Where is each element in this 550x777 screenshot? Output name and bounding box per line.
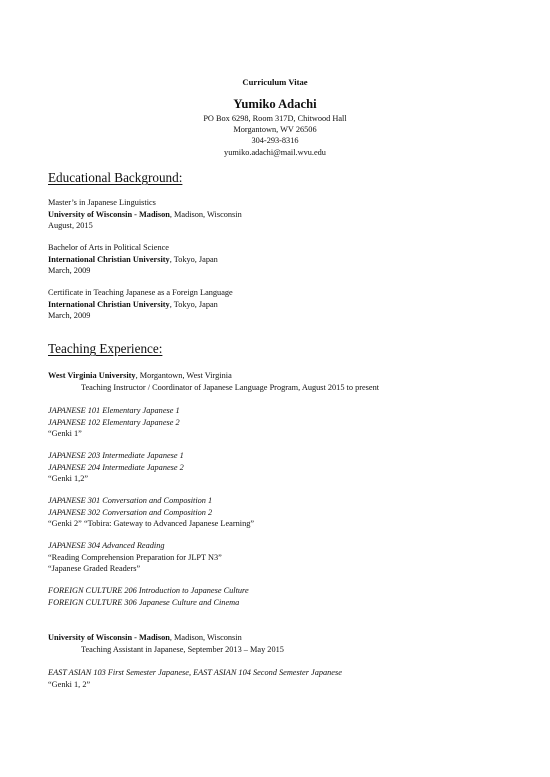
course: EAST ASIAN 103 First Semester Japanese, EAST ASIAN 104 Second Semester Japanese: [48, 668, 342, 677]
email-address: yumiko.adachi@mail.wvu.edu: [224, 147, 326, 157]
wvu-header: [48, 370, 379, 393]
course: JAPANESE 302 Conversation and Composition 2: [48, 507, 213, 517]
course-group: [48, 450, 184, 485]
address-line-1: PO Box 6298, Room 317D, Chitwood Hall: [203, 114, 347, 123]
contact-info: [0, 113, 550, 158]
textbook: “Genki 1”: [48, 429, 82, 439]
course: JAPANESE 204 Intermediate Japanese 2: [48, 462, 184, 472]
course: JAPANESE 101 Elementary Japanese 1: [48, 406, 180, 415]
location: , Tokyo, Japan: [169, 299, 218, 309]
institution: University of Wisconsin - Madison: [48, 209, 170, 219]
course: JAPANESE 304 Advanced Reading: [48, 541, 165, 550]
textbook: “Genki 2” “Tobira: Gateway to Advanced Japanese Learning”: [48, 519, 255, 529]
course: FOREIGN CULTURE 306 Japanese Culture and Cinema: [48, 597, 240, 607]
course-group: [48, 405, 180, 440]
role: Teaching Instructor / Coordinator of Japanese Language Program, August 2015 to present: [81, 382, 380, 392]
education-entry: [48, 242, 218, 277]
textbook: “Genki 1,2”: [48, 474, 89, 484]
location: , Madison, Wisconsin: [169, 633, 242, 642]
date: August, 2015: [48, 221, 93, 231]
teaching-heading: Teaching Experience:: [48, 341, 163, 356]
location: , Tokyo, Japan: [169, 254, 218, 264]
course: JAPANESE 203 Intermediate Japanese 1: [48, 451, 184, 460]
address-line-2: Morgantown, WV 26506: [233, 125, 317, 135]
role: Teaching Assistant in Japanese, September 2013 – May 2015: [81, 644, 284, 654]
course-group: [48, 540, 222, 575]
education-heading: Educational Background:: [48, 170, 183, 185]
date: March, 2009: [48, 266, 91, 276]
course: JAPANESE 102 Elementary Japanese 2: [48, 417, 180, 427]
person-name: Yumiko Adachi: [233, 97, 317, 111]
course: JAPANESE 301 Conversation and Composition 1: [48, 496, 213, 505]
institution: West Virginia University: [48, 371, 136, 380]
location: , Morgantown, West Virginia: [135, 371, 232, 380]
institution: International Christian University: [48, 299, 170, 309]
course-group: [48, 495, 254, 530]
textbook: “Japanese Graded Readers”: [48, 564, 141, 574]
uw-header: [48, 632, 284, 655]
degree: Certificate in Teaching Japanese as a Foreign Language: [48, 288, 233, 297]
course-group: [48, 667, 342, 690]
textbook: “Reading Comprehension Preparation for JLPT N3”: [48, 552, 222, 562]
course-group: [48, 585, 249, 608]
cv-title: Curriculum Vitae: [242, 77, 308, 87]
course: FOREIGN CULTURE 206 Introduction to Japanese Culture: [48, 586, 249, 595]
degree: Bachelor of Arts in Political Science: [48, 243, 169, 252]
location: , Madison, Wisconsin: [169, 209, 242, 219]
degree: Master’s in Japanese Linguistics: [48, 198, 156, 207]
education-entry: [48, 197, 242, 232]
date: March, 2009: [48, 311, 91, 321]
institution: University of Wisconsin - Madison: [48, 633, 170, 642]
textbook: “Genki 1, 2”: [48, 679, 91, 689]
education-entry: [48, 287, 233, 322]
institution: International Christian University: [48, 254, 170, 264]
phone-number: 304-293-8316: [251, 136, 299, 146]
